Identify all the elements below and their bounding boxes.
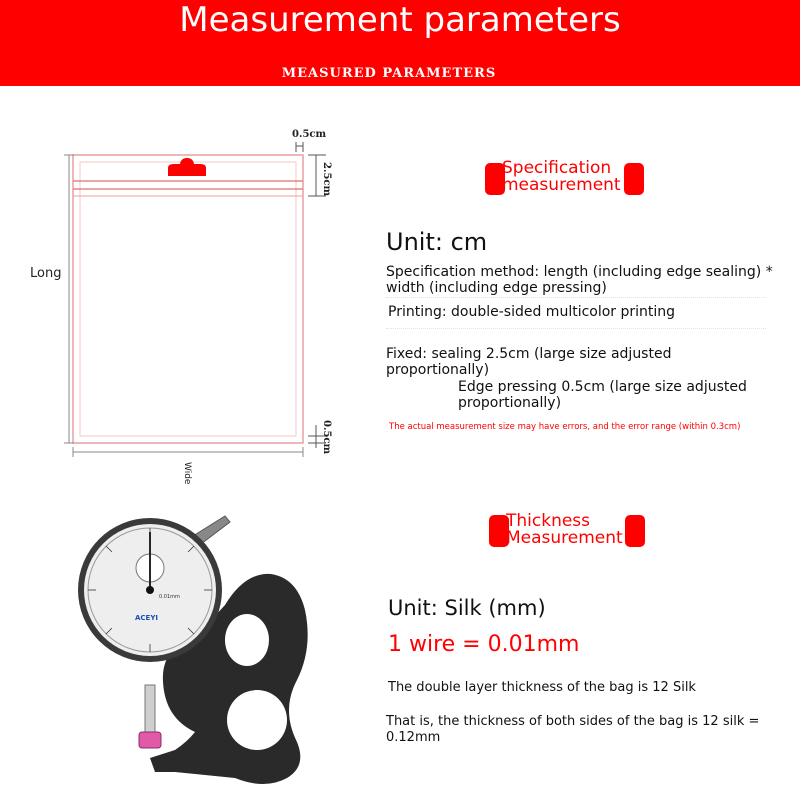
dial-note: 0.01mm — [159, 594, 180, 600]
both-sides-note: That is, the thickness of both sides of the bag is 12 silk = 0.12mm — [386, 714, 760, 745]
wire-conversion: 1 wire = 0.01mm — [388, 632, 580, 657]
spec-unit: Unit: cm — [386, 228, 488, 256]
frame-hole-top — [225, 614, 269, 666]
bag-inner-edge — [80, 162, 296, 436]
spec-heading-pill-right — [624, 163, 644, 195]
thickness-gauge-illustration — [75, 510, 375, 800]
frame-hole-bottom — [227, 690, 287, 750]
thickness-heading-pill-right — [625, 515, 645, 547]
hang-hole — [168, 158, 206, 176]
spec-error-note: The actual measurement size may have errors, and the error range (within 0.3cm) — [389, 422, 741, 432]
brand-logo: ACEYI — [135, 614, 159, 622]
spec-heading: Specification measurement — [502, 160, 621, 195]
long-label: Long — [30, 266, 62, 281]
spec-method: Specification method: length (including edge sealing) * width (including edge pressing) — [386, 264, 773, 296]
bag-dimension-diagram — [0, 0, 340, 480]
wide-label: Wide — [182, 462, 192, 485]
dim-bottom-label: 0.5cm — [321, 420, 332, 455]
dim-top-label: 0.5cm — [292, 129, 327, 140]
dim-seal-label: 2.5cm — [321, 162, 332, 197]
anvil-knob — [139, 732, 161, 748]
thickness-unit: Unit: Silk (mm) — [388, 596, 546, 620]
spec-printing: Printing: double-sided multicolor printing — [388, 304, 676, 320]
thickness-heading: Thickness Measurement — [506, 513, 623, 548]
spec-edge-pressing: Edge pressing 0.5cm (large size adjusted proportionally) — [458, 379, 747, 411]
double-layer-note: The double layer thickness of the bag is 12 Silk — [388, 680, 696, 695]
page-subtitle: MEASURED PARAMETERS — [281, 66, 497, 81]
page-title: Measurement parameters — [179, 0, 621, 40]
bag-outline — [73, 155, 303, 443]
spec-fixed-sealing: Fixed: sealing 2.5cm (large size adjusted proportionally) — [386, 346, 672, 378]
